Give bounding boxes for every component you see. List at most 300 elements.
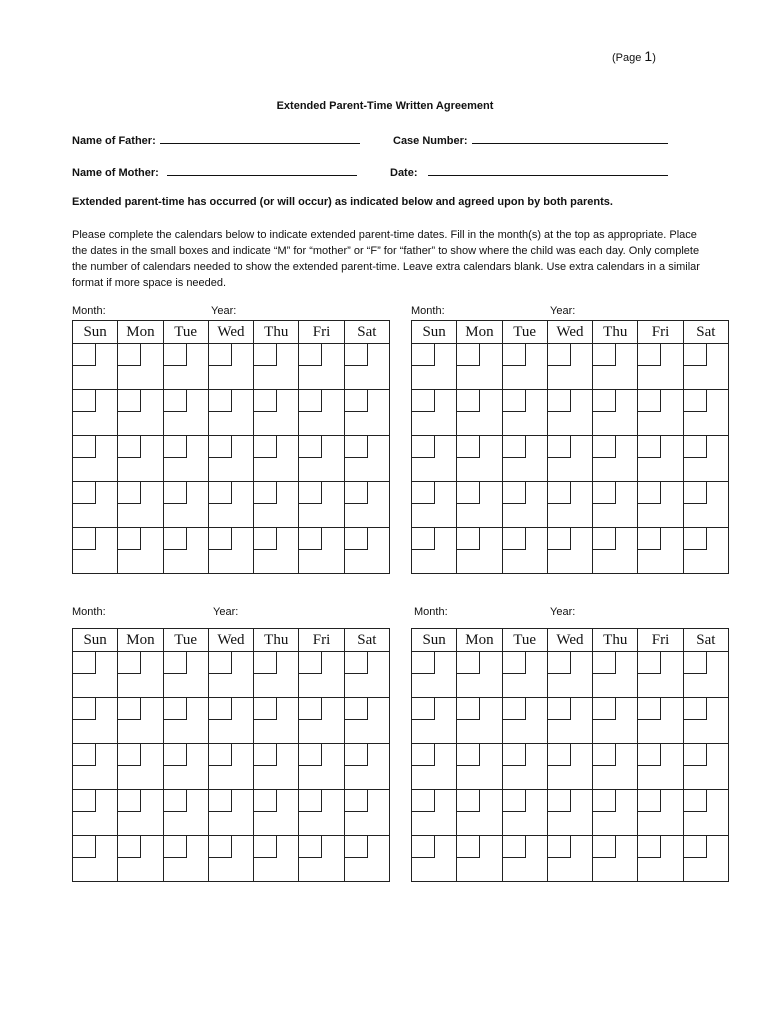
father-field[interactable] (72, 132, 360, 147)
day-cell[interactable] (163, 528, 208, 574)
date-box[interactable] (548, 652, 571, 674)
day-cell[interactable] (118, 436, 163, 482)
day-cell[interactable] (547, 528, 592, 574)
day-cell[interactable] (412, 436, 457, 482)
day-cell[interactable] (502, 344, 547, 390)
date-box[interactable] (503, 744, 526, 766)
date-box[interactable] (299, 652, 322, 674)
date-box[interactable] (299, 744, 322, 766)
date-box[interactable] (345, 652, 368, 674)
date-box[interactable] (345, 744, 368, 766)
date-box[interactable] (299, 436, 322, 458)
date-box[interactable] (503, 836, 526, 858)
weekday-header: Tue (163, 321, 208, 344)
day-cell[interactable] (547, 790, 592, 836)
date-box[interactable] (684, 528, 707, 550)
date-box[interactable] (118, 744, 141, 766)
date-box[interactable] (118, 528, 141, 550)
date-box[interactable] (299, 390, 322, 412)
date-box[interactable] (164, 528, 187, 550)
day-cell[interactable] (299, 790, 344, 836)
day-cell[interactable] (593, 744, 638, 790)
day-cell[interactable] (412, 652, 457, 698)
date-box[interactable] (684, 790, 707, 812)
date-box[interactable] (412, 698, 435, 720)
day-cell[interactable] (73, 436, 118, 482)
date-box[interactable] (299, 528, 322, 550)
day-cell[interactable] (118, 790, 163, 836)
day-cell[interactable] (593, 836, 638, 882)
week-row (73, 790, 390, 836)
date-box[interactable] (299, 344, 322, 366)
date-box[interactable] (457, 836, 480, 858)
day-cell[interactable] (593, 436, 638, 482)
day-cell[interactable] (208, 436, 253, 482)
case-number-input-line[interactable] (472, 132, 668, 144)
week-row (73, 482, 390, 528)
day-cell[interactable] (254, 482, 299, 528)
date-box[interactable] (118, 652, 141, 674)
day-cell[interactable] (502, 528, 547, 574)
day-cell[interactable] (344, 390, 389, 436)
day-cell[interactable] (208, 790, 253, 836)
date-box[interactable] (73, 482, 96, 504)
date-box[interactable] (345, 698, 368, 720)
day-cell[interactable] (457, 744, 502, 790)
day-cell[interactable] (254, 836, 299, 882)
day-cell[interactable] (299, 482, 344, 528)
date-box[interactable] (684, 836, 707, 858)
date-box[interactable] (209, 344, 232, 366)
date-box[interactable] (209, 744, 232, 766)
day-cell[interactable] (254, 698, 299, 744)
date-box[interactable] (503, 652, 526, 674)
day-cell[interactable] (208, 528, 253, 574)
date-box[interactable] (503, 698, 526, 720)
day-cell[interactable] (638, 528, 683, 574)
date-box[interactable] (412, 528, 435, 550)
day-cell[interactable] (73, 698, 118, 744)
day-cell[interactable] (73, 390, 118, 436)
date-box[interactable] (73, 344, 96, 366)
date-box[interactable] (638, 836, 661, 858)
day-cell[interactable] (118, 698, 163, 744)
calendar-grid (72, 320, 390, 574)
date-box[interactable] (684, 744, 707, 766)
date-box[interactable] (164, 652, 187, 674)
date-box[interactable] (209, 790, 232, 812)
date-box[interactable] (118, 390, 141, 412)
day-cell[interactable] (163, 790, 208, 836)
day-cell[interactable] (683, 482, 728, 528)
date-box[interactable] (254, 390, 277, 412)
date-box[interactable] (638, 482, 661, 504)
date-box[interactable] (345, 390, 368, 412)
day-cell[interactable] (163, 390, 208, 436)
date-box[interactable] (503, 436, 526, 458)
day-cell[interactable] (683, 790, 728, 836)
date-box[interactable] (299, 482, 322, 504)
day-cell[interactable] (502, 652, 547, 698)
day-cell[interactable] (163, 744, 208, 790)
day-cell[interactable] (299, 344, 344, 390)
date-box[interactable] (254, 528, 277, 550)
week-row (73, 528, 390, 574)
day-cell[interactable] (457, 390, 502, 436)
date-box[interactable] (638, 390, 661, 412)
day-cell[interactable] (638, 344, 683, 390)
date-box[interactable] (684, 482, 707, 504)
day-cell[interactable] (683, 390, 728, 436)
day-cell[interactable] (457, 482, 502, 528)
day-cell[interactable] (412, 390, 457, 436)
date-box[interactable] (118, 436, 141, 458)
day-cell[interactable] (412, 836, 457, 882)
day-cell[interactable] (502, 744, 547, 790)
week-row (412, 698, 729, 744)
date-box[interactable] (684, 344, 707, 366)
date-box[interactable] (638, 744, 661, 766)
day-cell[interactable] (344, 436, 389, 482)
date-box[interactable] (548, 528, 571, 550)
day-cell[interactable] (299, 528, 344, 574)
day-cell[interactable] (638, 698, 683, 744)
day-cell[interactable] (547, 436, 592, 482)
day-cell[interactable] (412, 790, 457, 836)
day-cell[interactable] (547, 744, 592, 790)
day-cell[interactable] (344, 790, 389, 836)
day-cell[interactable] (457, 790, 502, 836)
date-box[interactable] (548, 482, 571, 504)
week-row (73, 436, 390, 482)
day-cell[interactable] (593, 390, 638, 436)
day-cell[interactable] (118, 344, 163, 390)
day-cell[interactable] (163, 436, 208, 482)
day-cell[interactable] (73, 790, 118, 836)
day-cell[interactable] (208, 344, 253, 390)
date-box[interactable] (164, 698, 187, 720)
date-box[interactable] (412, 482, 435, 504)
day-cell[interactable] (73, 344, 118, 390)
date-box[interactable] (254, 652, 277, 674)
date-box[interactable] (209, 390, 232, 412)
day-cell[interactable] (502, 390, 547, 436)
day-cell[interactable] (638, 790, 683, 836)
date-box[interactable] (457, 528, 480, 550)
day-cell[interactable] (638, 390, 683, 436)
date-box[interactable] (503, 344, 526, 366)
date-box[interactable] (254, 744, 277, 766)
date-box[interactable] (164, 790, 187, 812)
day-cell[interactable] (118, 836, 163, 882)
date-box[interactable] (503, 482, 526, 504)
date-box[interactable] (73, 436, 96, 458)
date-box[interactable] (548, 436, 571, 458)
date-box[interactable] (412, 836, 435, 858)
date-box[interactable] (164, 836, 187, 858)
date-box[interactable] (345, 528, 368, 550)
day-cell[interactable] (593, 528, 638, 574)
day-cell[interactable] (299, 744, 344, 790)
date-box[interactable] (345, 790, 368, 812)
day-cell[interactable] (547, 698, 592, 744)
day-cell[interactable] (457, 344, 502, 390)
weekday-header: Mon (457, 629, 502, 652)
date-box[interactable] (457, 344, 480, 366)
mother-field[interactable] (72, 164, 357, 179)
date-input-line[interactable] (428, 164, 668, 176)
day-cell[interactable] (208, 652, 253, 698)
date-box[interactable] (254, 344, 277, 366)
date-box[interactable] (548, 836, 571, 858)
day-cell[interactable] (73, 836, 118, 882)
day-cell[interactable] (299, 436, 344, 482)
date-box[interactable] (638, 652, 661, 674)
day-cell[interactable] (163, 652, 208, 698)
day-cell[interactable] (299, 698, 344, 744)
date-box[interactable] (503, 790, 526, 812)
day-cell[interactable] (344, 344, 389, 390)
date-box[interactable] (503, 528, 526, 550)
day-cell[interactable] (344, 698, 389, 744)
date-box[interactable] (412, 744, 435, 766)
weekday-header-row (73, 629, 390, 652)
day-cell[interactable] (683, 652, 728, 698)
day-cell[interactable] (73, 528, 118, 574)
day-cell[interactable] (638, 836, 683, 882)
day-cell[interactable] (638, 744, 683, 790)
date-box[interactable] (593, 744, 616, 766)
day-cell[interactable] (547, 482, 592, 528)
day-cell[interactable] (208, 482, 253, 528)
date-box[interactable] (548, 744, 571, 766)
day-cell[interactable] (593, 790, 638, 836)
date-box[interactable] (593, 698, 616, 720)
day-cell[interactable] (163, 836, 208, 882)
date-box[interactable] (345, 836, 368, 858)
date-box[interactable] (73, 390, 96, 412)
mother-input-line[interactable] (167, 164, 357, 176)
date-box[interactable] (345, 482, 368, 504)
date-box[interactable] (118, 482, 141, 504)
date-box[interactable] (593, 436, 616, 458)
date-box[interactable] (73, 698, 96, 720)
date-box[interactable] (254, 698, 277, 720)
day-cell[interactable] (208, 744, 253, 790)
day-cell[interactable] (457, 652, 502, 698)
date-box[interactable] (457, 390, 480, 412)
date-box[interactable] (638, 698, 661, 720)
day-cell[interactable] (254, 790, 299, 836)
day-cell[interactable] (208, 698, 253, 744)
date-box[interactable] (254, 836, 277, 858)
day-cell[interactable] (254, 344, 299, 390)
date-box[interactable] (209, 528, 232, 550)
day-cell[interactable] (638, 482, 683, 528)
day-cell[interactable] (457, 836, 502, 882)
day-cell[interactable] (163, 482, 208, 528)
day-cell[interactable] (457, 436, 502, 482)
day-cell[interactable] (344, 482, 389, 528)
day-cell[interactable] (502, 436, 547, 482)
date-box[interactable] (593, 482, 616, 504)
day-cell[interactable] (593, 482, 638, 528)
date-box[interactable] (457, 652, 480, 674)
date-box[interactable] (118, 698, 141, 720)
date-box[interactable] (684, 652, 707, 674)
father-input-line[interactable] (160, 132, 360, 144)
day-cell[interactable] (683, 744, 728, 790)
day-cell[interactable] (457, 528, 502, 574)
date-box[interactable] (684, 390, 707, 412)
date-box[interactable] (548, 390, 571, 412)
date-box[interactable] (209, 482, 232, 504)
day-cell[interactable] (502, 482, 547, 528)
day-cell[interactable] (73, 744, 118, 790)
date-box[interactable] (412, 344, 435, 366)
day-cell[interactable] (254, 528, 299, 574)
date-box[interactable] (548, 698, 571, 720)
day-cell[interactable] (344, 744, 389, 790)
day-cell[interactable] (118, 744, 163, 790)
day-cell[interactable] (163, 698, 208, 744)
day-cell[interactable] (593, 698, 638, 744)
day-cell[interactable] (683, 698, 728, 744)
day-cell[interactable] (593, 344, 638, 390)
day-cell[interactable] (208, 836, 253, 882)
date-box[interactable] (593, 390, 616, 412)
day-cell[interactable] (683, 528, 728, 574)
date-box[interactable] (457, 790, 480, 812)
date-box[interactable] (164, 482, 187, 504)
date-box[interactable] (254, 482, 277, 504)
date-box[interactable] (209, 436, 232, 458)
day-cell[interactable] (412, 482, 457, 528)
date-box[interactable] (593, 344, 616, 366)
day-cell[interactable] (254, 390, 299, 436)
date-box[interactable] (457, 744, 480, 766)
date-box[interactable] (684, 698, 707, 720)
day-cell[interactable] (299, 652, 344, 698)
day-cell[interactable] (547, 652, 592, 698)
date-box[interactable] (209, 836, 232, 858)
date-box[interactable] (548, 344, 571, 366)
date-box[interactable] (503, 390, 526, 412)
day-cell[interactable] (412, 528, 457, 574)
day-cell[interactable] (683, 836, 728, 882)
day-cell[interactable] (254, 652, 299, 698)
calendar-grid (411, 320, 729, 574)
date-box[interactable] (457, 436, 480, 458)
day-cell[interactable] (118, 652, 163, 698)
day-cell[interactable] (118, 390, 163, 436)
date-box[interactable] (118, 344, 141, 366)
date-box[interactable] (412, 390, 435, 412)
weekday-header: Sat (683, 321, 728, 344)
date-box[interactable] (548, 790, 571, 812)
day-cell[interactable] (683, 436, 728, 482)
date-box[interactable] (209, 698, 232, 720)
date-box[interactable] (457, 698, 480, 720)
date-field[interactable] (390, 164, 668, 179)
date-box[interactable] (345, 344, 368, 366)
week-row (412, 790, 729, 836)
day-cell[interactable] (547, 836, 592, 882)
day-cell[interactable] (73, 652, 118, 698)
date-box[interactable] (593, 836, 616, 858)
date-box[interactable] (164, 390, 187, 412)
date-box[interactable] (299, 698, 322, 720)
date-box[interactable] (209, 652, 232, 674)
day-cell[interactable] (502, 790, 547, 836)
date-box[interactable] (73, 652, 96, 674)
day-cell[interactable] (73, 482, 118, 528)
date-box[interactable] (118, 836, 141, 858)
date-box[interactable] (299, 790, 322, 812)
day-cell[interactable] (254, 436, 299, 482)
date-box[interactable] (299, 836, 322, 858)
day-cell[interactable] (412, 698, 457, 744)
day-cell[interactable] (593, 652, 638, 698)
date-box[interactable] (638, 528, 661, 550)
date-box[interactable] (593, 790, 616, 812)
date-box[interactable] (593, 528, 616, 550)
date-box[interactable] (412, 790, 435, 812)
date-box[interactable] (684, 436, 707, 458)
date-box[interactable] (412, 652, 435, 674)
date-box[interactable] (164, 744, 187, 766)
date-box[interactable] (593, 652, 616, 674)
day-cell[interactable] (547, 344, 592, 390)
day-cell[interactable] (547, 390, 592, 436)
date-box[interactable] (73, 744, 96, 766)
day-cell[interactable] (638, 436, 683, 482)
date-box[interactable] (412, 436, 435, 458)
day-cell[interactable] (344, 652, 389, 698)
day-cell[interactable] (344, 528, 389, 574)
day-cell[interactable] (344, 836, 389, 882)
day-cell[interactable] (118, 482, 163, 528)
day-cell[interactable] (457, 698, 502, 744)
day-cell[interactable] (638, 652, 683, 698)
date-box[interactable] (73, 790, 96, 812)
day-cell[interactable] (299, 390, 344, 436)
date-box[interactable] (254, 790, 277, 812)
date-box[interactable] (254, 436, 277, 458)
date-box[interactable] (457, 482, 480, 504)
date-box[interactable] (118, 790, 141, 812)
day-cell[interactable] (502, 836, 547, 882)
date-box[interactable] (73, 528, 96, 550)
day-cell[interactable] (299, 836, 344, 882)
date-box[interactable] (73, 836, 96, 858)
date-box[interactable] (638, 344, 661, 366)
date-box[interactable] (164, 344, 187, 366)
date-box[interactable] (638, 790, 661, 812)
day-cell[interactable] (118, 528, 163, 574)
case-number-field[interactable] (393, 132, 668, 147)
date-box[interactable] (345, 436, 368, 458)
day-cell[interactable] (412, 344, 457, 390)
day-cell[interactable] (412, 744, 457, 790)
day-cell[interactable] (208, 390, 253, 436)
day-cell[interactable] (683, 344, 728, 390)
day-cell[interactable] (163, 344, 208, 390)
day-cell[interactable] (254, 744, 299, 790)
date-box[interactable] (164, 436, 187, 458)
day-cell[interactable] (502, 698, 547, 744)
date-box[interactable] (638, 436, 661, 458)
